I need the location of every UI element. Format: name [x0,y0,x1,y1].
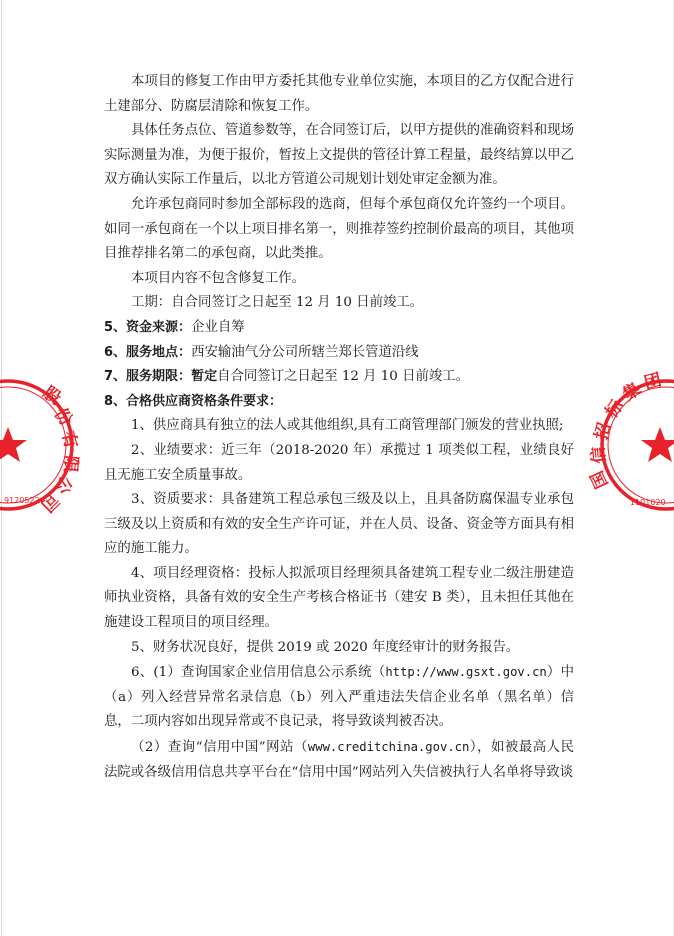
section-service-location: 6、服务地点：西安输油气分公司所辖兰郑长管道沿线 [104,344,419,360]
svg-text:1101020: 1101020 [630,498,666,507]
svg-text:有: 有 [57,429,81,451]
requirement-credit-creditchina: （2）查询“信用中国”网站（www.creditchina.gov.cn），如被最高人民法院或各级信用信息共享平台在“信用中国”网站列入失信被执行人名单将导致谈 [104,740,574,780]
svg-text:信: 信 [588,445,610,465]
paragraph-task-details: 具体任务点位、管道参数等，在合同签订后，以甲方提供的准确资料和现场实际测量为准，为便于报价，暂按上文提供的管径计算工程量，最终结算以甲乙双方确认实际工作量后，以北方管道公司规划计划处审定金额为准。 [104,123,574,188]
paragraph-bidding-rule: 允许承包商同时参加全部标段的选商，但每个承包商仅允许签约一个项目。如同一承包商在一个以上项目排名第一，则推荐签约控制价最高的项目，其他项目推荐排名第二的承包商，以此类推。 [104,196,574,262]
requirement-financial: 5、财务状况良好，提供 2019 或 2020 年度经审计的财务报告。 [131,639,520,655]
left-company-seal [0,375,80,515]
svg-text:集: 集 [619,378,645,406]
svg-text:国: 国 [587,467,613,492]
right-seal-star-icon [641,427,674,462]
svg-text:限: 限 [59,454,81,474]
svg-text:份: 份 [49,404,77,430]
document-body [104,70,574,785]
svg-text:招: 招 [591,420,616,443]
requirement-performance: 2、业绩要求：近三年（2018-2020 年）承揽过 1 项类似工程，业绩良好且无施工安全质量事故。 [104,442,574,483]
requirement-qualification: 3、资质要求：具备建筑工程总承包三级及以上，且具备防腐保温专业承包三级及以上资质和有效的安全生产许可证，并在人员、设备、资金等方面具有相应的施工能力。 [104,492,574,557]
svg-text:标: 标 [601,396,628,422]
svg-text:司: 司 [36,489,63,516]
paragraph-construction-period: 工期：自合同签订之日起至 12 月 10 日前竣工。 [131,295,424,311]
section-funding-source: 5、资金来源：企业自筹 [104,319,245,335]
paragraph-repair-scope: 本项目的修复工作由甲方委托其他专业单位实施，本项目的乙方仅配合进行土建部分、防腐层清除和恢复工作。 [104,74,574,114]
svg-text:公: 公 [50,472,76,497]
gsxt-url: http://www.gsxt.gov.cn [385,665,547,680]
svg-text:团: 团 [642,370,664,394]
creditchina-url: www.creditchina.gov.cn [307,740,470,755]
requirement-credit-gsxt: 6、(1）查询国家企业信用信息公示系统（http://www.gsxt.gov.cn）中（a）列入经营异常名录信息（b）列入严重违法失信企业名单（黑名单）信息，二项内容如出现异常或不良记录，将导致谈判被否决。 [104,665,575,730]
requirement-business-license: 1、供应商具有独立的法人或其他组织,具有工商管理部门颁发的营业执照; [131,418,564,434]
paragraph-exclusion: 本项目内容不包含修复工作。 [131,270,306,286]
svg-text:股: 股 [39,382,65,409]
svg-text:9120522: 9120522 [4,496,40,505]
section-qualification-requirements: 8、合格供应商资格条件要求： [104,393,283,409]
right-company-seal [587,370,674,515]
section-service-period: 7、服务期限：暂定自合同签订之日起至 12 月 10 日前竣工。 [104,369,470,385]
requirement-project-manager: 4、项目经理资格：投标人拟派项目经理须具备建筑工程专业二级注册建造师执业资格，具备有效的安全生产考核合格证书（建安 B 类），且未担任其他在施建设工程项目的项目经理。 [104,565,574,631]
left-seal-star-icon [0,427,27,462]
